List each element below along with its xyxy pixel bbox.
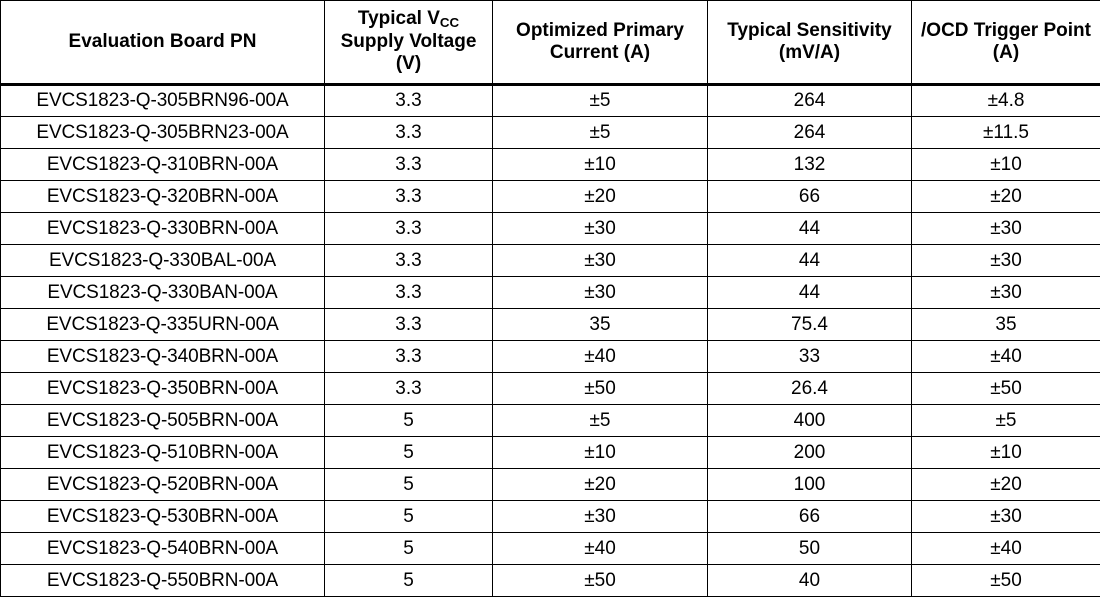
- table-cell-vcc: 5: [325, 501, 493, 533]
- table-cell-current: ±30: [493, 501, 708, 533]
- table-cell-pn: EVCS1823-Q-330BAL-00A: [1, 245, 325, 277]
- table-cell-vcc: 3.3: [325, 117, 493, 149]
- table-cell-sensitivity: 132: [708, 149, 912, 181]
- table-cell-sensitivity: 66: [708, 501, 912, 533]
- table-cell-vcc: 3.3: [325, 373, 493, 405]
- column-header-optimized-primary-current: Optimized Primary Current (A): [493, 1, 708, 85]
- table-row: [1, 341, 1100, 373]
- table-row: [1, 85, 1100, 117]
- table-row: [1, 405, 1100, 437]
- table-cell-sensitivity: 200: [708, 437, 912, 469]
- table-cell-sensitivity: 33: [708, 341, 912, 373]
- table-cell-current: ±5: [493, 405, 708, 437]
- column-header-vcc-line1: [329, 8, 488, 30]
- table-row: [1, 373, 1100, 405]
- column-header-evaluation-board-pn: Evaluation Board PN: [1, 1, 325, 85]
- table-row: [1, 149, 1100, 181]
- table-cell-ocd: 35: [912, 309, 1100, 341]
- table-row: [1, 309, 1100, 341]
- table-cell-sensitivity: 26.4: [708, 373, 912, 405]
- table-row: [1, 181, 1100, 213]
- table-cell-pn: EVCS1823-Q-540BRN-00A: [1, 533, 325, 565]
- table-row: [1, 469, 1100, 501]
- table-cell-ocd: ±50: [912, 565, 1100, 597]
- table-cell-ocd: ±10: [912, 149, 1100, 181]
- table-cell-vcc: 5: [325, 533, 493, 565]
- column-header-typical-vcc-supply-voltage: [325, 1, 493, 85]
- table-cell-sensitivity: 264: [708, 117, 912, 149]
- table-cell-current: ±50: [493, 373, 708, 405]
- table-cell-current: ±5: [493, 85, 708, 117]
- table-cell-pn: EVCS1823-Q-335URN-00A: [1, 309, 325, 341]
- table-cell-pn: EVCS1823-Q-520BRN-00A: [1, 469, 325, 501]
- table-cell-current: ±30: [493, 213, 708, 245]
- table-header-row: [1, 1, 1100, 85]
- table-cell-vcc: 3.3: [325, 341, 493, 373]
- table-cell-current: ±40: [493, 533, 708, 565]
- table-cell-vcc: 3.3: [325, 213, 493, 245]
- table-cell-vcc: 5: [325, 437, 493, 469]
- table-cell-pn: EVCS1823-Q-530BRN-00A: [1, 501, 325, 533]
- table-cell-vcc: 3.3: [325, 85, 493, 117]
- table-cell-ocd: ±5: [912, 405, 1100, 437]
- table-cell-sensitivity: 100: [708, 469, 912, 501]
- table-cell-ocd: ±30: [912, 277, 1100, 309]
- column-header-typical-sensitivity: Typical Sensitivity (mV/A): [708, 1, 912, 85]
- table-row: [1, 117, 1100, 149]
- table-cell-vcc: 3.3: [325, 149, 493, 181]
- table-cell-ocd: ±20: [912, 181, 1100, 213]
- column-header-vcc-line2: Supply Voltage (V): [340, 30, 477, 75]
- table-cell-current: ±20: [493, 181, 708, 213]
- table-cell-pn: EVCS1823-Q-305BRN23-00A: [1, 117, 325, 149]
- table-row: [1, 245, 1100, 277]
- table-cell-current: ±30: [493, 277, 708, 309]
- table-cell-current: ±10: [493, 437, 708, 469]
- column-header-vcc-subscript: CC: [439, 15, 460, 31]
- table-cell-current: ±30: [493, 245, 708, 277]
- table-cell-pn: EVCS1823-Q-320BRN-00A: [1, 181, 325, 213]
- table-cell-pn: EVCS1823-Q-550BRN-00A: [1, 565, 325, 597]
- table-cell-pn: EVCS1823-Q-510BRN-00A: [1, 437, 325, 469]
- table-row: [1, 501, 1100, 533]
- table-cell-pn: EVCS1823-Q-310BRN-00A: [1, 149, 325, 181]
- table-cell-pn: EVCS1823-Q-330BRN-00A: [1, 213, 325, 245]
- table-cell-vcc: 3.3: [325, 277, 493, 309]
- table-cell-ocd: ±4.8: [912, 85, 1100, 117]
- table-cell-sensitivity: 44: [708, 213, 912, 245]
- table-cell-vcc: 3.3: [325, 245, 493, 277]
- table-cell-ocd: ±40: [912, 341, 1100, 373]
- table-body: [1, 85, 1100, 597]
- table-cell-sensitivity: 66: [708, 181, 912, 213]
- table-cell-ocd: ±50: [912, 373, 1100, 405]
- table-row: [1, 437, 1100, 469]
- table-cell-vcc: 3.3: [325, 181, 493, 213]
- table-row: [1, 213, 1100, 245]
- table-row: [1, 277, 1100, 309]
- table-cell-vcc: 5: [325, 405, 493, 437]
- table-cell-pn: EVCS1823-Q-305BRN96-00A: [1, 85, 325, 117]
- table-cell-pn: EVCS1823-Q-340BRN-00A: [1, 341, 325, 373]
- table-cell-ocd: ±20: [912, 469, 1100, 501]
- table-cell-current: 35: [493, 309, 708, 341]
- table-cell-sensitivity: 44: [708, 277, 912, 309]
- table-cell-ocd: ±11.5: [912, 117, 1100, 149]
- table-cell-sensitivity: 50: [708, 533, 912, 565]
- table-cell-vcc: 3.3: [325, 309, 493, 341]
- table-cell-pn: EVCS1823-Q-350BRN-00A: [1, 373, 325, 405]
- table-cell-current: ±50: [493, 565, 708, 597]
- table-cell-vcc: 5: [325, 565, 493, 597]
- table-cell-pn: EVCS1823-Q-505BRN-00A: [1, 405, 325, 437]
- table-row: [1, 565, 1100, 597]
- table-cell-vcc: 5: [325, 469, 493, 501]
- table-cell-current: ±40: [493, 341, 708, 373]
- table-cell-pn: EVCS1823-Q-330BAN-00A: [1, 277, 325, 309]
- table-cell-sensitivity: 75.4: [708, 309, 912, 341]
- table-cell-ocd: ±40: [912, 533, 1100, 565]
- table-cell-sensitivity: 40: [708, 565, 912, 597]
- table-row: [1, 533, 1100, 565]
- table-cell-current: ±10: [493, 149, 708, 181]
- table-cell-ocd: ±30: [912, 501, 1100, 533]
- table-cell-ocd: ±30: [912, 245, 1100, 277]
- table-cell-ocd: ±30: [912, 213, 1100, 245]
- table-header: [1, 1, 1100, 85]
- table-cell-sensitivity: 264: [708, 85, 912, 117]
- table-cell-sensitivity: 44: [708, 245, 912, 277]
- table-cell-sensitivity: 400: [708, 405, 912, 437]
- table-cell-current: ±5: [493, 117, 708, 149]
- table-cell-current: ±20: [493, 469, 708, 501]
- column-header-ocd-trigger-point: /OCD Trigger Point (A): [912, 1, 1100, 85]
- table-cell-ocd: ±10: [912, 437, 1100, 469]
- column-header-vcc-prefix: Typical V: [357, 8, 440, 30]
